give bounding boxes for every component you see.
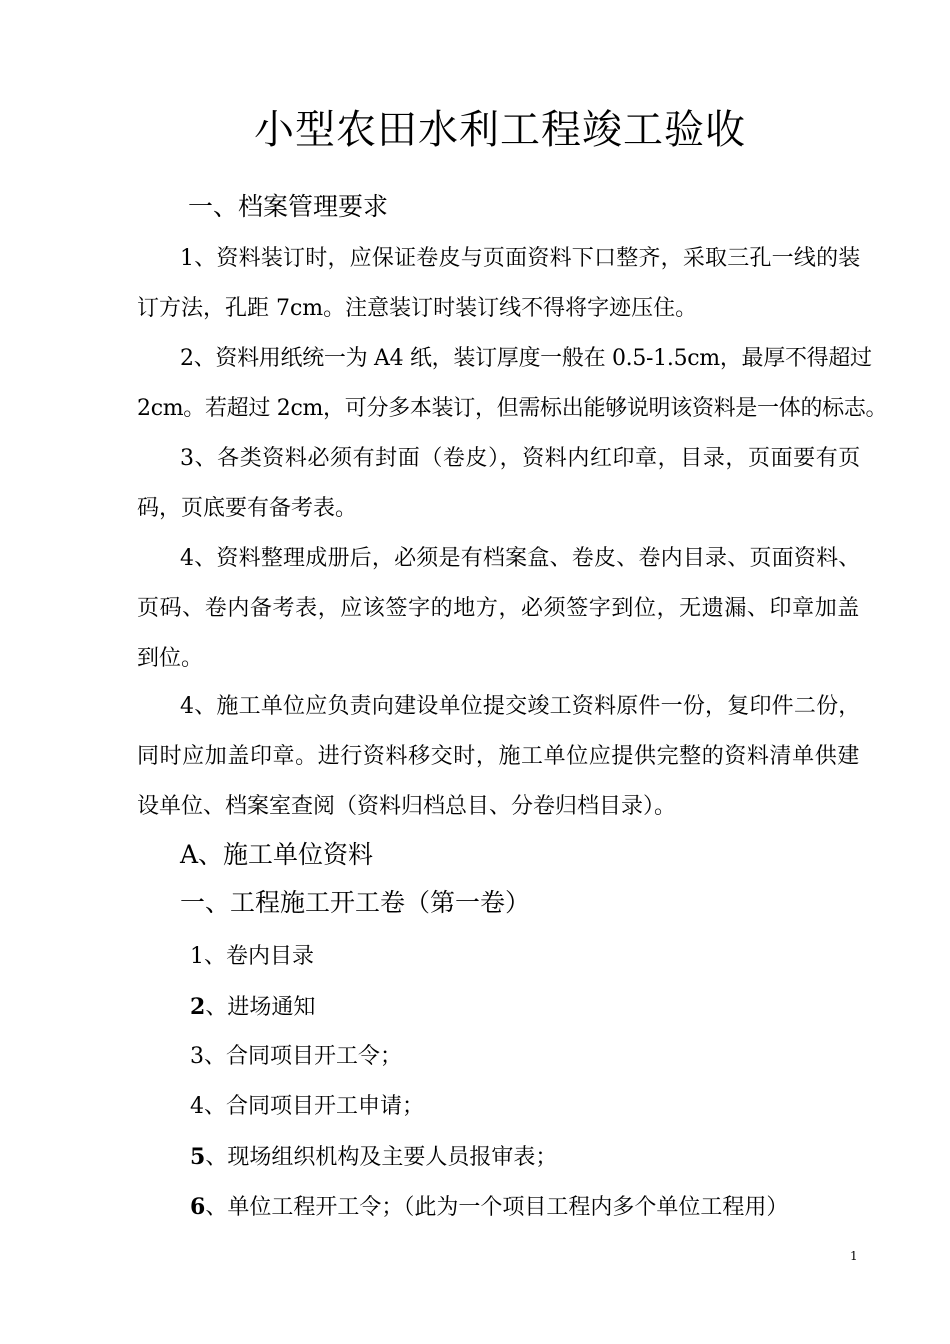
section-heading-construction-unit-materials: A、施工单位资料 xyxy=(180,840,374,869)
list-item-text: 、合同项目开工令； xyxy=(204,1044,403,1069)
list-item xyxy=(190,1042,402,1072)
paragraph-line: 同时应加盖印章。进行资料移交时，施工单位应提供完整的资料清单供建 xyxy=(137,744,859,769)
paragraph-line: 1、资料装订时，应保证卷皮与页面资料下口整齐，采取三孔一线的装 xyxy=(180,246,860,271)
paragraph-line: 3、各类资料必须有封面（卷皮），资料内红印章，目录，页面要有页 xyxy=(180,446,860,471)
page-number: 1 xyxy=(850,1249,858,1263)
list-item xyxy=(190,942,314,972)
volume-heading-first-volume: 一、工程施工开工卷（第一卷） xyxy=(180,888,531,917)
paragraph-line: 2、资料用纸统一为 A4 纸，装订厚度一般在 0.5-1.5cm，最厚不得超过 xyxy=(180,346,872,371)
list-item-text: 、单位工程开工令；（此为一个项目工程内多个单位工程用） xyxy=(205,1195,789,1220)
list-item xyxy=(190,1092,424,1122)
paragraph-line: 页码、卷内备考表，应该签字的地方，必须签字到位，无遗漏、印章加盖 xyxy=(137,596,859,621)
paragraph-line: 4、施工单位应负责向建设单位提交竣工资料原件一份，复印件二份， xyxy=(180,694,860,719)
list-item-text: 、合同项目开工申请； xyxy=(204,1094,425,1119)
paragraph-line: 2cm。若超过 2cm，可分多本装订，但需标出能够说明该资料是一体的标志。 xyxy=(137,396,888,421)
list-item-number: 2 xyxy=(190,994,206,1020)
list-item-text: 、进场通知 xyxy=(205,995,316,1020)
list-item-text: 、卷内目录 xyxy=(204,944,315,969)
paragraph-line: 4、资料整理成册后，必须是有档案盒、卷皮、卷内目录、页面资料、 xyxy=(180,546,860,571)
list-item-number: 5 xyxy=(190,1144,206,1170)
paragraph-line: 到位。 xyxy=(137,646,204,671)
list-item-text: 、现场组织机构及主要人员报审表； xyxy=(205,1145,558,1170)
list-item-number: 1 xyxy=(190,944,204,969)
list-item-number: 6 xyxy=(190,1194,206,1220)
list-item-number: 3 xyxy=(190,1044,204,1069)
list-item xyxy=(190,1142,557,1173)
paragraph-line: 码，页底要有备考表。 xyxy=(137,496,358,521)
paragraph-line: 设单位、档案室查阅（资料归档总目、分卷归档目录）。 xyxy=(137,794,677,819)
list-item xyxy=(190,992,315,1023)
list-item-number: 4 xyxy=(190,1094,204,1119)
list-item xyxy=(190,1192,788,1223)
document-title: 小型农田水利工程竣工验收 xyxy=(254,107,746,153)
section-heading-archive-requirements: 一、档案管理要求 xyxy=(188,192,389,221)
paragraph-line: 订方法，孔距 7cm。注意装订时装订线不得将字迹压住。 xyxy=(137,296,698,321)
